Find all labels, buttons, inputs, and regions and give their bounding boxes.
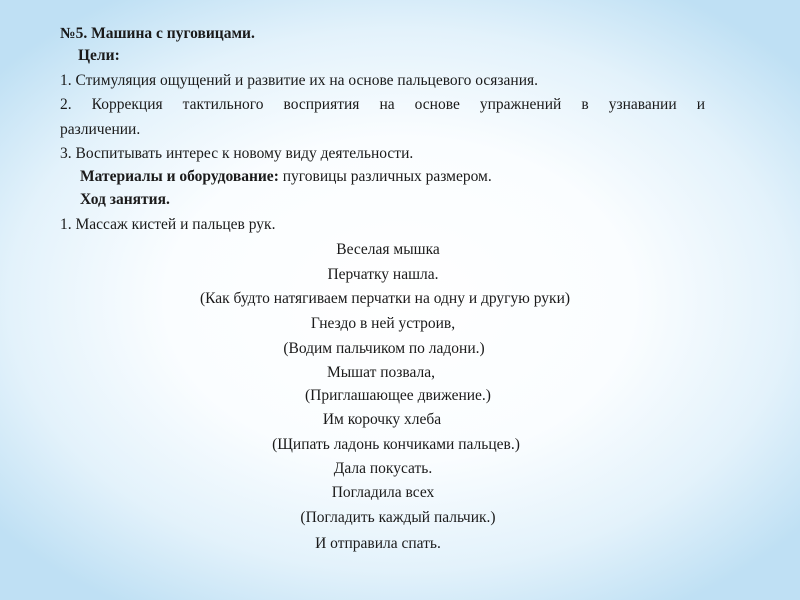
poem-line: (Как будто натягиваем перчатки на одну и другую руки) bbox=[199, 290, 571, 307]
poem-line: (Водим пальчиком по ладони.) bbox=[283, 340, 485, 357]
poem-line: Гнездо в ней устроив, bbox=[310, 315, 456, 332]
lesson-progress-heading: Ход занятия. bbox=[80, 191, 170, 208]
goal-item: 1. Стимуляция ощущений и развитие их на основе пальцевого осязания. bbox=[60, 72, 539, 89]
poem-line: Погладила всех bbox=[331, 484, 435, 501]
poem-line: (Погладить каждый пальчик.) bbox=[300, 509, 496, 526]
goals-heading: Цели: bbox=[78, 47, 120, 64]
poem-line: Веселая мышка bbox=[336, 241, 440, 258]
goal-item: 2. Коррекция тактильного восприятия на основе упражнений в узнавании и bbox=[60, 96, 705, 113]
poem-line: Дала покусать. bbox=[333, 460, 433, 477]
poem-line: Мышат позвала, bbox=[326, 364, 436, 381]
poem-line: (Щипать ладонь кончиками пальцев.) bbox=[272, 436, 520, 453]
step-item: 1. Массаж кистей и пальцев рук. bbox=[60, 216, 276, 233]
goal-item: 3. Воспитывать интерес к новому виду деятельности. bbox=[60, 145, 414, 162]
poem-line: Им корочку хлеба bbox=[322, 411, 442, 428]
materials-line bbox=[80, 168, 492, 186]
poem-line: И отправила спать. bbox=[315, 535, 441, 552]
materials-value: пуговицы различных размером. bbox=[278, 168, 492, 185]
poem-line: Перчатку нашла. bbox=[327, 266, 439, 283]
poem-line: (Приглашающее движение.) bbox=[305, 387, 491, 404]
lesson-title: №5. Машина с пуговицами. bbox=[60, 25, 255, 42]
goal-item-continuation: различении. bbox=[60, 121, 141, 138]
materials-label: Материалы и оборудование: bbox=[80, 168, 279, 185]
